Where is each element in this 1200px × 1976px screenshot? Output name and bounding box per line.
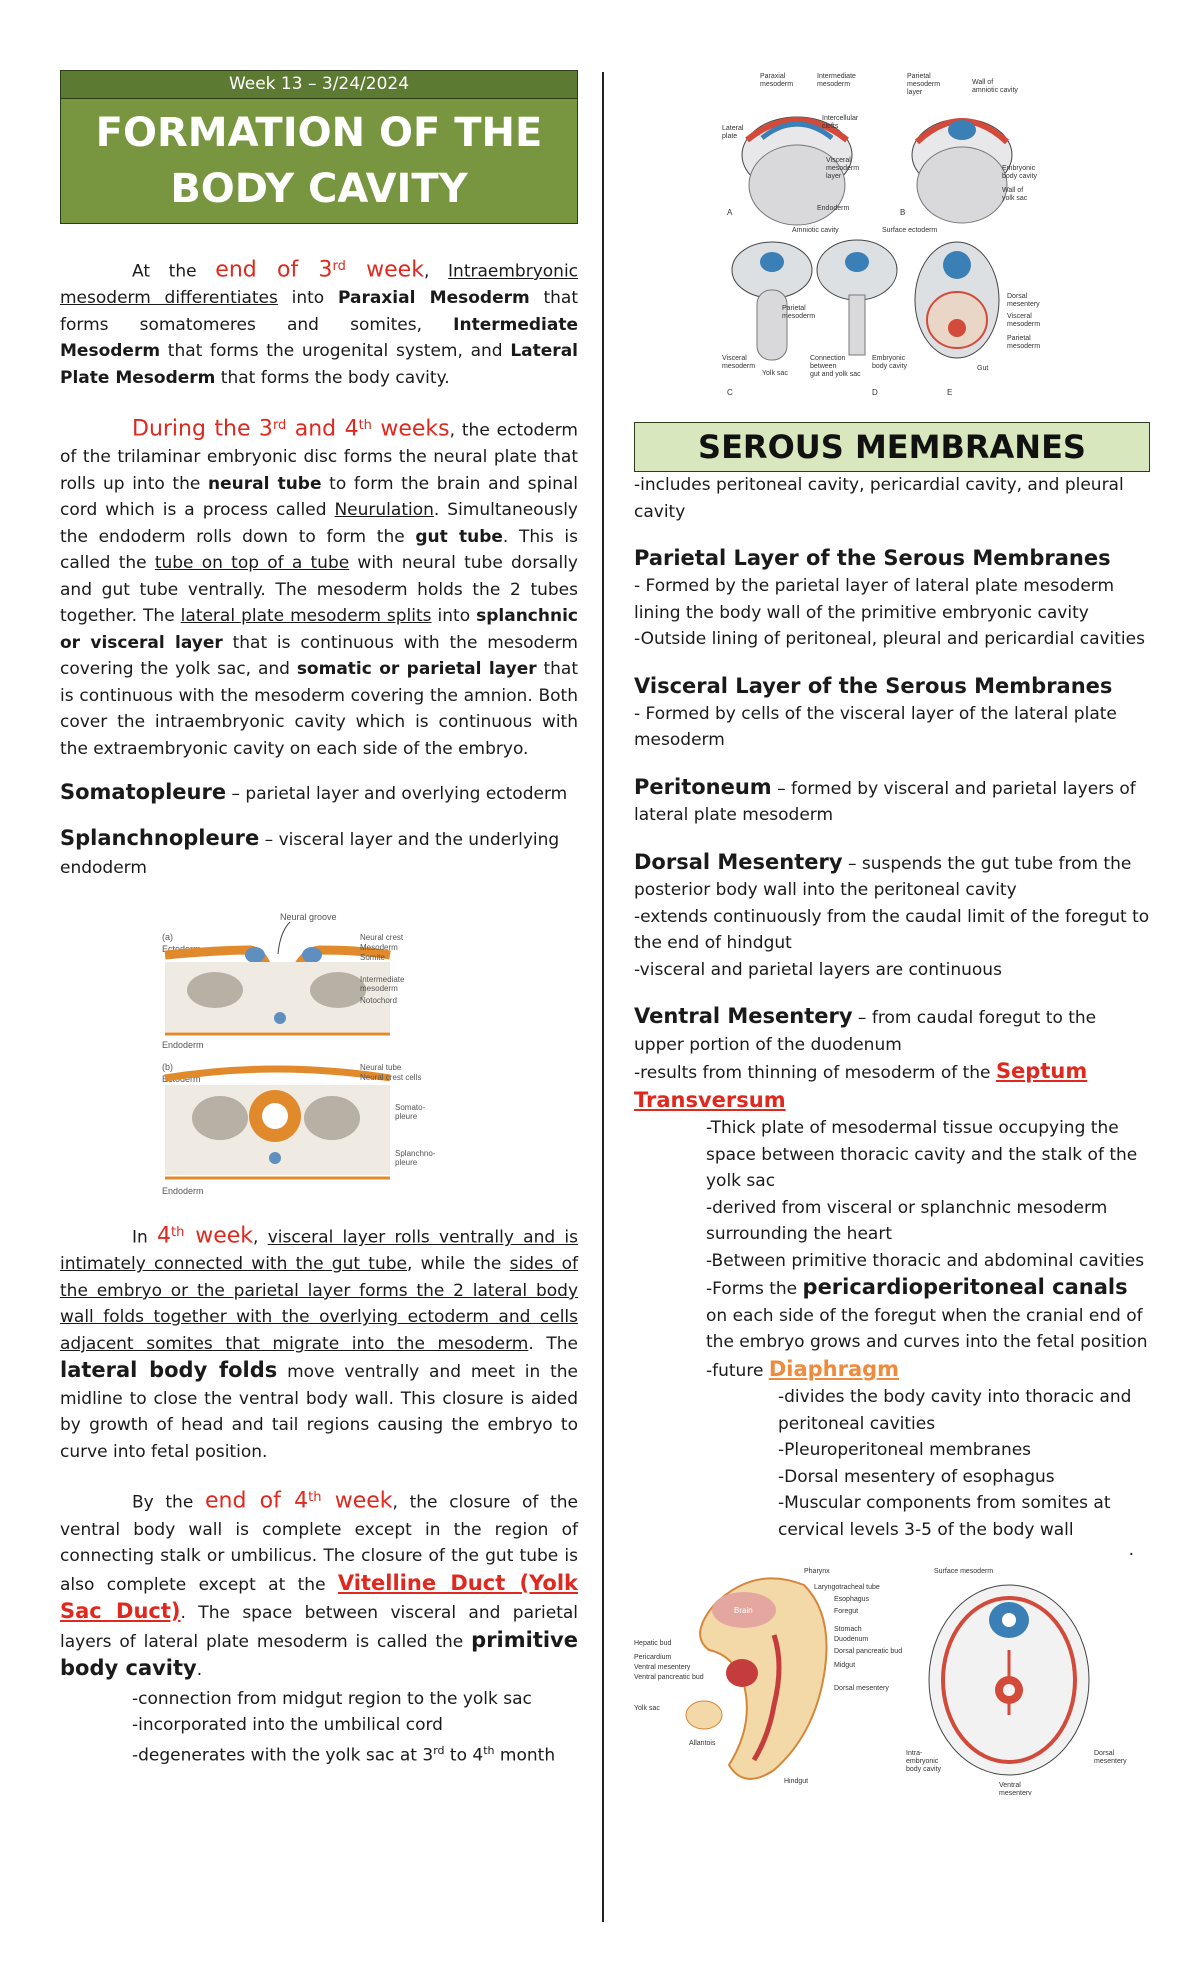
label-intermediate: Intermediate xyxy=(817,73,856,80)
splanchnopleure-definition: Splanchnopleure – visceral layer and the underlying endoderm xyxy=(60,826,560,879)
paragraph-end-fourth-week: By the end of 4th week, the closure of the ventral body wall is complete except in the region of connecting stalk or umbilicus. The closure of the gut tube is also complete except at the Vitelline Duct (Yolk Sac Duct). The space between visceral and parietal layers of lateral plate mesoderm is called the primitive body cavity. xyxy=(60,1489,578,1681)
list-item: -Forms the pericardioperitoneal canals on each side of the foregut when the cranial end of the embryo grows and curves into the fetal position xyxy=(706,1275,1148,1352)
label-parietal-mesoderm: mesoderm xyxy=(907,81,941,88)
label-amniotic-cavity: amniotic cavity xyxy=(972,87,1018,94)
paragraph-neurulation: During the 3rd and 4th weeks, the ectoderm of the trilaminar embryonic disc forms the neural plate that rolls up into the neural tube to form the brain and spinal cord which is a process called Neurulation. Simultaneously the endoderm rolls down to form the gut tube. This is called the tube on top of a tube with neural tube dorsally and gut tube ventrally. The mesoderm holds the 2 tubes together. The lateral plate mesoderm splits into splanchnic or visceral layer that is continuous with the mesoderm covering the yolk sac, and somatic or parietal layer that is continuous with the mesoderm covering the amnion. Both cover the intraembryonic cavity which is continuous with the extraembryonic cavity on each side of the embryo. xyxy=(60,416,579,759)
label-dorsal-mesentery-2: mesentery xyxy=(1094,1758,1127,1765)
list-item: -derived from visceral or splanchnic mesoderm surrounding the heart xyxy=(706,1197,1108,1244)
arrow-neural-groove xyxy=(278,922,290,954)
label-stomach: Stomach xyxy=(834,1626,862,1633)
label-E: E xyxy=(947,388,953,397)
label-body-cavity: body cavity xyxy=(1002,173,1038,180)
label-intercellular: Intercellular xyxy=(822,115,859,122)
right-column xyxy=(634,70,1150,1795)
future-diaphragm: -future Diaphragm xyxy=(706,1356,900,1381)
label-neural-crest: Neural crest xyxy=(360,933,404,943)
label-gut-yolk: gut and yolk sac xyxy=(810,371,861,378)
gut-tube-figure xyxy=(634,1565,1144,1795)
label-dorsal-mesentery: Dorsal mesentery xyxy=(834,1685,889,1692)
cross-section-neural-lumen xyxy=(1002,1613,1016,1627)
label-dorsal: Dorsal xyxy=(1094,1750,1115,1757)
label-neural-crest-cells: Neural crest cells xyxy=(360,1073,422,1083)
heart xyxy=(726,1659,758,1687)
label-yolk-sac: yolk sac xyxy=(1002,195,1028,202)
label-endoderm-b: Endoderm xyxy=(162,1186,204,1197)
notochord xyxy=(274,1012,286,1024)
label-intermediate: Intermediate xyxy=(360,975,405,985)
label-ectoderm-b: Ectoderm xyxy=(162,1074,201,1085)
ventral-results: -results from thinning of mesoderm of the Septum Transversum xyxy=(634,1059,1088,1112)
visceral-layer-heading: Visceral Layer of the Serous Membranes xyxy=(634,673,1113,698)
vitelline-duct-list xyxy=(132,1686,578,1769)
list-item: -degenerates with the yolk sac at 3rd to 4th month xyxy=(132,1743,556,1766)
somatopleure-definition: Somatopleure – parietal layer and overlying ectoderm xyxy=(60,780,568,805)
label-D: D xyxy=(872,388,878,397)
list-item: -Dorsal mesentery of esophagus xyxy=(778,1466,1055,1487)
embryo-e-gut xyxy=(948,319,966,337)
label-endoderm: Endoderm xyxy=(162,1040,204,1051)
label-somite: Somite xyxy=(360,953,385,963)
label-visceral-layer: layer xyxy=(826,173,842,180)
label-yolk-sac: Yolk sac xyxy=(634,1705,660,1712)
neural-crest-left xyxy=(245,947,265,963)
label-foregut: Foregut xyxy=(834,1608,859,1615)
neural-tube-lumen xyxy=(262,1103,288,1129)
list-item: -extends continuously from the caudal limit of the foregut to the end of hindgut xyxy=(634,906,1150,953)
visceral-point-1: - Formed by cells of the visceral layer of the lateral plate mesoderm xyxy=(634,703,1117,750)
label-somato: Somato- xyxy=(395,1103,426,1113)
label-clefts: clefts xyxy=(822,123,839,130)
cross-section-gut-lumen xyxy=(1003,1684,1015,1696)
parietal-layer-heading: Parietal Layer of the Serous Membranes xyxy=(634,546,1111,570)
label-ventral: Ventral xyxy=(999,1782,1021,1789)
stray-dot: . xyxy=(1128,1540,1134,1560)
somite-right xyxy=(310,972,366,1008)
label-intra: Intra- xyxy=(906,1750,923,1757)
label-splanchno: Splanchno- xyxy=(395,1149,436,1159)
ectoderm-b xyxy=(165,1069,390,1078)
label-midgut: Midgut xyxy=(834,1662,856,1669)
label-embryonic: Embryonic xyxy=(1002,165,1036,172)
label-visceral-mesoderm-3: mesoderm xyxy=(1007,321,1041,328)
label-brain: Brain xyxy=(734,1606,753,1615)
label-hindgut: Hindgut xyxy=(784,1778,809,1785)
label-ectoderm: Ectoderm xyxy=(162,944,201,955)
list-item: -divides the body cavity into thoracic and peritoneal cavities xyxy=(778,1387,1132,1434)
parietal-point-1: - Formed by the parietal layer of lateral plate mesoderm lining the body wall of the primitive embryonic cavity xyxy=(634,576,1115,623)
embryo-c-yolk xyxy=(757,290,787,360)
label-pericardium: Pericardium xyxy=(634,1654,672,1661)
label-parietal-2: Parietal xyxy=(782,305,806,312)
somite-left xyxy=(187,972,243,1008)
list-item: -Muscular components from somites at cervical levels 3-5 of the body wall xyxy=(778,1493,1111,1540)
list-item: -connection from midgut region to the yolk sac xyxy=(132,1688,532,1709)
label-plate: plate xyxy=(722,133,738,140)
label-visceral: Visceral xyxy=(826,157,851,164)
label-dorsal-pancreatic: Dorsal pancreatic bud xyxy=(834,1648,903,1655)
label-ventral-mesentery-2: mesentery xyxy=(999,1790,1032,1795)
label-allantois: Allantois xyxy=(689,1740,716,1747)
label-yolk-sac-2: Yolk sac xyxy=(762,370,788,377)
yolk-sac xyxy=(686,1701,722,1729)
label-laryngotracheal: Laryngotracheal tube xyxy=(814,1584,880,1591)
embryo-e-neural xyxy=(943,251,971,279)
label-embryonic: embryonic xyxy=(906,1758,939,1765)
label-esophagus: Esophagus xyxy=(834,1596,870,1603)
parietal-point-2: -Outside lining of peritoneal, pleural and pericardial cavities xyxy=(634,629,1145,649)
label-mesentery: mesentery xyxy=(1007,301,1040,308)
week-date-bar: Week 13 – 3/24/2024 xyxy=(60,70,578,98)
somite-b-left xyxy=(192,1096,248,1140)
label-visceral-mesoderm: mesoderm xyxy=(826,165,860,172)
neurulation-figure xyxy=(160,910,480,1200)
label-hepatic-bud: Hepatic bud xyxy=(634,1640,672,1647)
label-C: C xyxy=(727,388,733,397)
neural-crest-right xyxy=(302,947,322,963)
somite-b-right xyxy=(304,1096,360,1140)
neurulation-diagram xyxy=(160,910,480,1200)
label-lateral: Lateral xyxy=(722,125,744,132)
label-pharynx: Pharynx xyxy=(804,1568,830,1575)
ventral-mesentery-definition: Ventral Mesentery – from caudal foregut to the upper portion of the duodenum xyxy=(634,1004,1097,1055)
embryo-b-yolk xyxy=(917,147,1007,223)
gut-tube-diagram xyxy=(634,1565,1144,1795)
body-cavity-figure xyxy=(722,70,1062,400)
column-divider xyxy=(602,72,604,1922)
left-column xyxy=(60,70,578,1768)
serous-includes: -includes peritoneal cavity, pericardial cavity, and pleural cavity xyxy=(634,475,1124,522)
label-visceral-3: Visceral xyxy=(1007,313,1032,320)
peritoneum-definition: Peritoneum – formed by visceral and parietal layers of lateral plate mesoderm xyxy=(634,774,1136,825)
list-item: -Between primitive thoracic and abdominal cavities xyxy=(706,1250,1145,1271)
label-neural-groove: Neural groove xyxy=(280,912,337,923)
label-splanchnopleure: pleure xyxy=(395,1158,418,1168)
diaphragm-list xyxy=(778,1384,1150,1543)
label-parietal-layer: layer xyxy=(907,89,923,96)
label-between: between xyxy=(810,363,837,370)
label-parietal-mesoderm-3: mesoderm xyxy=(1007,343,1041,350)
label-ventral-pancreatic: Ventral pancreatic bud xyxy=(634,1674,704,1681)
label-duodenum: Duodenum xyxy=(834,1636,869,1643)
label-endoderm: Endoderm xyxy=(817,205,850,212)
label-paraxial-mesoderm: mesoderm xyxy=(760,81,794,88)
label-intermediate-mesoderm: mesoderm xyxy=(817,81,851,88)
label-intermediate-mesoderm: mesoderm xyxy=(360,984,398,994)
label-parietal-mesoderm-2: mesoderm xyxy=(782,313,816,320)
label-b: (b) xyxy=(162,1062,173,1073)
label-visceral-2: Visceral xyxy=(722,355,747,362)
label-amniotic-cavity-2: Amniotic cavity xyxy=(792,227,839,234)
paragraph-mesoderm: At the end of 3rd week, Intraembryonic mesoderm differentiates into Paraxial Mesoderm that forms somatomeres and somites, Intermediate Mesoderm that forms the urogenital system, and Lateral Plate Mesoderm that forms the body cavity. xyxy=(60,257,579,388)
embryo-c-neural xyxy=(760,252,784,272)
page-title: FORMATION OF THE BODY CAVITY xyxy=(60,98,578,224)
label-neural-tube: Neural tube xyxy=(360,1063,402,1073)
list-item: -visceral and parietal layers are continuous xyxy=(634,959,1002,980)
label-B: B xyxy=(900,208,906,217)
label-visceral-mesoderm-2: mesoderm xyxy=(722,363,756,370)
label-paraxial: Paraxial xyxy=(760,73,786,80)
embryo-b-neural xyxy=(948,120,976,140)
label-dorsal: Dorsal xyxy=(1007,293,1028,300)
list-item: -Pleuroperitoneal membranes xyxy=(778,1440,1032,1460)
list-item: -incorporated into the umbilical cord xyxy=(132,1714,443,1735)
label-A: A xyxy=(727,208,733,217)
label-embryonic-2: Embryonic xyxy=(872,355,906,362)
embryo-d-stalk xyxy=(849,295,865,355)
label-surface-ectoderm: Surface ectoderm xyxy=(882,227,938,234)
label-wall-of: Wall of xyxy=(972,79,994,86)
label-surface-mesoderm: Surface mesoderm xyxy=(934,1568,994,1575)
label-body-cavity: body cavity xyxy=(906,1766,942,1773)
embryo-d-neural xyxy=(845,252,869,272)
label-mesoderm: Mesoderm xyxy=(360,943,398,953)
label-connection: Connection xyxy=(810,355,846,362)
label-somatopleure: pleure xyxy=(395,1112,418,1122)
label-parietal-3: Parietal xyxy=(1007,335,1031,342)
label-ventral-mesentery: Ventral mesentery xyxy=(634,1664,691,1671)
list-item: -Thick plate of mesodermal tissue occupying the space between thoracic cavity and the stalk of the yolk sac xyxy=(706,1118,1138,1191)
label-body-cavity-2: body cavity xyxy=(872,363,908,370)
dorsal-mesentery-definition: Dorsal Mesentery – suspends the gut tube from the posterior body wall into the peritoneal cavity xyxy=(634,849,1132,900)
label-wall-of-2: Wall of xyxy=(1002,187,1024,194)
serous-membranes-heading: SEROUS MEMBRANES xyxy=(634,422,1150,472)
label-parietal: Parietal xyxy=(907,73,931,80)
notochord-b xyxy=(269,1152,281,1164)
body-cavity-diagram xyxy=(722,70,1062,400)
septum-transversum-list xyxy=(706,1115,1150,1384)
paragraph-fourth-week: In 4th week, visceral layer rolls ventrally and is intimately connected with the gut tube, while the sides of the embryo or the parietal layer forms the 2 lateral body wall folds together with the overlying ectoderm and cells adjacent somites that migrate into the mesoderm. The lateral body folds move ventrally and meet in the midline to close the ventral body wall. This closure is aided by growth of head and tail regions causing the embryo to curve into fetal position. xyxy=(60,1223,578,1462)
label-a: (a) xyxy=(162,932,173,943)
label-gut: Gut xyxy=(977,365,989,372)
label-notochord: Notochord xyxy=(360,996,397,1006)
